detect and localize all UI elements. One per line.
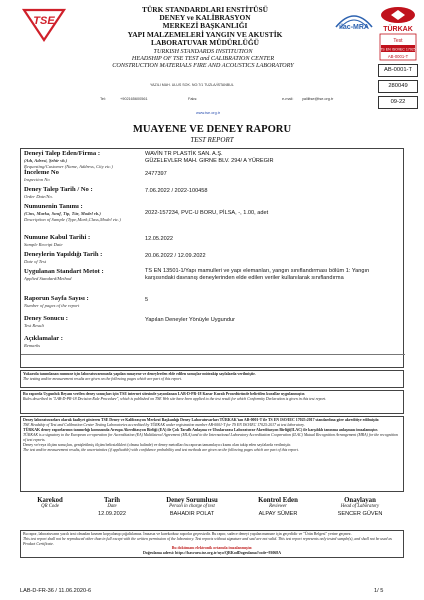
sig-title: Onaylayan [344,497,376,504]
field-label: Deney Sonucu : [24,315,68,322]
org-line: DENEY ve KALİBRASYON [159,13,251,23]
sig-date [72,497,152,519]
field-label: Deney Talep Tarih / No : [24,186,93,193]
org-line: LABORATUVAR MÜDÜRLÜĞÜ [151,37,259,47]
field-sub-en: Test Result [24,323,44,328]
month-year-box: 09-22 [378,96,418,109]
note-decision-rule [20,390,404,414]
field-sub-en: Description of Sample (Type,Mark,Class,Model etc.) [24,217,121,222]
field-value: 12.05.2022 [145,236,173,242]
form-code: LAB-D-FR-36 / 11.06.2020-6 [20,588,92,594]
address: YAZILI MAH. ULUS SOK. NO:7/1 TUZLA/İSTANBUL [150,83,234,87]
org-line: MERKEZİ BAŞKANLIĞI [162,21,248,31]
email-label: e-mail: [282,97,294,101]
sig-sub: Date [107,504,117,509]
svg-text:AB-0001-T: AB-0001-T [387,54,409,59]
org-line: TÜRK STANDARDLARI ENSTİTÜSÜ [142,5,268,14]
table-divider [21,354,405,355]
note-results [20,370,404,388]
ilac-mra-logo [334,9,374,31]
verify-url-link[interactable]: https://basvuru.tse.org.tr/uyo/QRKodDogrulama?code=93068A [175,551,282,556]
signature-row [20,497,404,522]
sig-title: Karekod [37,497,63,504]
note-text-en: The test and/or measurement results, the uncertainties (if applicable) with confidence probability and test methods are given on the following pages which are part of this report. [23,447,299,452]
field-label: Uygulanan Standart Metot : [24,268,104,275]
report-title: MUAYENE VE DENEY RAPORU [132,124,292,135]
accreditation-no-box: AB-0001-T [378,64,418,77]
field-label: Numune Kabul Tarihi : [24,234,91,241]
svg-text:TÜRKAK: TÜRKAK [383,26,413,33]
note-text: TÜRKAK deney raporlarının tanınırlığı konusunda Avrupa Akreditasyon Birliği (EA) ile Çok Taraflı Anlaşma ve Uluslararası Laboratuvar Akreditasyon Birliği(ILAC) ile karşılıklı tanınma anlaşması imzalamıştır. [23,427,378,432]
sig-approver [320,497,400,519]
e-signature-notice: Bu dokümanı elektronik ortamda imzalanmıştır. [171,546,253,551]
sig-title: Kontrol Eden [258,497,298,504]
email-value[interactable]: yalilitse@tse.org.tr [302,97,334,101]
sig-sub: Head of Laboratory [340,504,380,509]
report-fields-table [20,148,404,368]
field-sub-en: Inspection No [24,177,50,182]
svg-text:ilac-MRA: ilac-MRA [339,24,369,31]
field-label: Açıklamalar : [24,335,63,342]
sig-sub: Reviewer [269,504,287,509]
field-sub-en: Order Date/No. [24,194,53,199]
fax-label: Faks: [188,97,198,101]
svg-text:Test: Test [393,38,403,44]
report-no-box: 280049 [378,80,418,93]
note-text: Bu raporda Uygunluk Beyanı verilen deney sonuçları için TSE internet sitesinde yayımlanan LAB-D-PR-18 Karar Kuralı Prosedüründe belirtilen kurallar uygulanmıştır. [23,392,305,396]
note-accreditation [20,416,404,492]
field-sub-en: Sample Receipt Date [24,242,63,247]
field-value: 20.06.2022 / 12.09.2022 [145,253,206,259]
footer-disclaimer [20,530,404,558]
sig-value: 12.09.2022 [98,511,126,517]
sig-title: Deney Sorumlusu [166,497,218,504]
note-text-en: TÜRKAK is a signatory to the European co-operation for Accreditation (EA) Multilateral Agreement (MLA) and to the International Laboratory Accreditation Cooperation (ILAC) Mutual Recognition Arrangement (MRA) for the recognition of test reports. [23,432,398,442]
field-sub: (Adı, Adresi, Şehir vb.) [24,158,68,163]
note-text-en: TSE Headship of Test and Calibration Center Testing Laboratories accredited by TÜRKAK under registration number AB-0001-T for TS EN ISO/IEC 17025:2017 at test laboratory. [23,422,305,427]
footer-text: Bu rapor, laboratuvarın yazılı izni olmadan kısmen kopyalanıp çoğaltılamaz. İmzasız ve karekodsuz raporlar geçersizdir. Bu rapor, sadece deneyi yapılan numune için geçerlidir ve "Ürün Belgesi" yerine geçmez. [23,532,352,536]
org-en-line: HEADSHIP OF TSE TEST and CALIBRATION CENTER [131,55,275,63]
tse-logo [20,8,68,42]
field-sub-en: Date of Test [24,259,47,264]
note-text-en: The testing and/or measurement results are given on the following pages which are part of this report. [23,376,182,381]
tel-label: Tel: [100,97,106,101]
field-value: 5 [145,297,149,303]
field-label: Deneylerin Yapıldığı Tarih : [24,251,103,258]
field-value: TS EN 13501-1/Yapı mamulleri ve yapı elemanları, yangın sınıflandırması bölüm 1: Yangın karşısındaki davranış deneylerinden elde edilen veriler kullanılarak sınıflandırma [145,268,370,281]
sig-title: Tarih [104,497,120,504]
field-label: Raporun Sayfa Sayısı : [24,295,89,302]
org-line: YAPI MALZEMELERİ YANGIN VE AKUSTİK [127,29,283,39]
report-title-en: TEST REPORT [190,136,234,144]
field-sub-en: Number of pages of the report [24,303,80,308]
field-label: Deneyi Talep Eden/Firma : [24,150,101,157]
org-header-en [68,48,338,70]
page-number: 1/ 5 [374,588,384,594]
sig-value: SENCER GÜVEN [337,511,383,517]
tel-value: +902165600561 [120,97,148,101]
sig-sub: Person in charge of test [169,504,215,509]
svg-text:TSE: TSE [33,15,55,27]
footer-text-en: This test report shall not be reproduced other than in full except with the written permission of the laboratory. Test reports without signature and seal are not valid. This test report represents only tested sample(s), and shall not be used as Product Certificate. [23,536,392,546]
org-en-line: TURKISH STANDARDS INSTITUTION [153,48,253,55]
note-text-en: Rules described in "LAB-D-PR-18 Decision Rule Procedure", which is published on TSE Web site have been applied to the test result for which Conformity Declaration is given in this test report. [23,396,327,401]
note-text: Yukarıda tanımlanan numune için laboratuvarımızda yapılan muayene ve deneylerden elde edilen sonuçlar müteakip sayfalarda verilmiştir. [23,372,256,376]
verify-label: Doğrulama adresi: [142,551,175,556]
field-value: 2022-157234, PVC-U BORU, PİLSA, -, 1.00, adet [145,210,269,216]
field-value: 7.06.2022 / 2022-100458 [145,188,208,194]
field-label: Numunenin Tanımı : [24,203,83,210]
field-value: Yapılan Deneyler Yönüyle Uygundur [145,317,235,323]
sig-value: ALPAY SÜMER [258,511,298,517]
field-value-2: GÜZELEVLER MAH. GIRNE BLV. 294/ A YÜREGIR [145,158,274,164]
svg-text:TS EN ISO/IEC 17025: TS EN ISO/IEC 17025 [380,47,416,52]
org-en-line: CONSTRUCTION MATERIALS FIRE AND ACOUSTICS LABORATORY [112,62,294,70]
field-value: 2477397 [145,171,167,177]
note-text: Deney laboratuvarları olarak faaliyet gösteren TSE Deney ve Kalibrasyon Merkezi Başkanlığı Deney Laboratuvarları TÜRKAK'tan AB-0001-T ile TS EN ISO/IEC 17025:2017 standardına göre akreditiye edilmiştir. [23,418,380,422]
field-sub: (Cins, Marka, Sınıf, Tip, Tür, Model vb.) [24,211,101,216]
sig-sub: QR Code [41,504,59,509]
sig-reviewer [238,497,318,519]
turkak-logo [378,6,418,61]
field-value: WAVİN TR PLASTİK SAN. A.Ş. [145,151,223,157]
org-header-tr [80,6,330,47]
website-link[interactable]: www.tse.org.tr [196,111,221,115]
field-sub-en: Requesting/Customer (Name, Address, City etc.) [24,164,113,169]
note-text: Deney ve/veya ölçüm sonuçları, genişletilmiş ölçüm belirsizlikleri (olması halinde) ve deney metodları bu raporun tamamlayıcı kısmı olan takip eden sayfalarda verilmiştir. [23,442,291,447]
field-label: İnceleme No [24,169,59,176]
field-sub-en: Applied Standard/Method [24,276,72,281]
field-sub-en: Remarks [24,343,41,348]
sig-value: BAHADIR POLAT [169,511,215,517]
sig-person-in-charge [152,497,232,519]
